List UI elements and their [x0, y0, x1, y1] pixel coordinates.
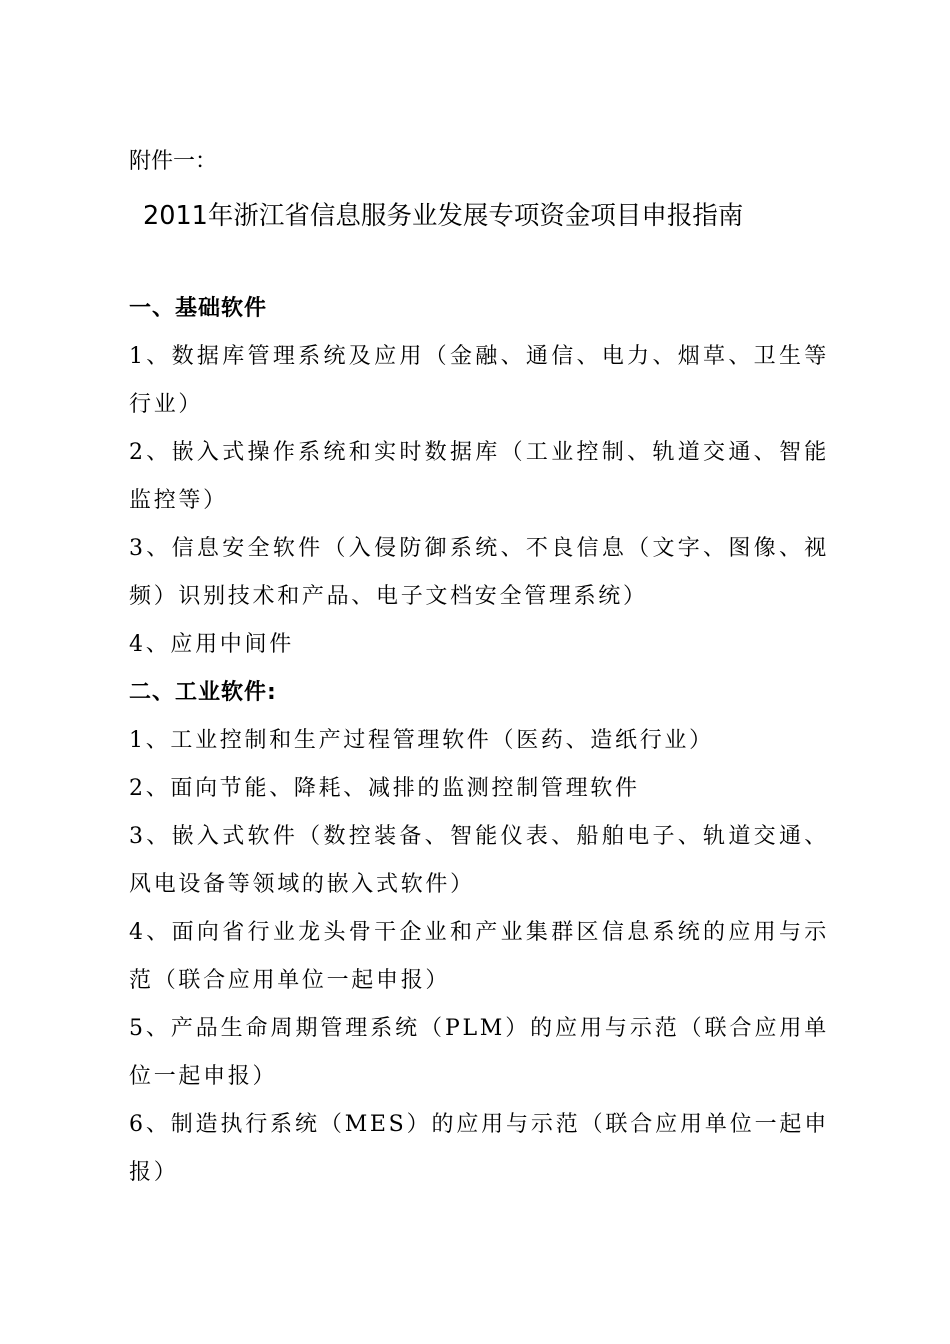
list-item: 1、工业控制和生产过程管理软件（医药、造纸行业）: [129, 728, 714, 753]
list-item: 4、面向省行业龙头骨干企业和产业集群区信息系统的应用与示范（联合应用单位一起申报）: [129, 920, 829, 993]
list-item: 3、信息安全软件（入侵防御系统、不良信息（文字、图像、视频）识别技术和产品、电子文档安全管理系统）: [129, 536, 829, 609]
section-heading-basic-software: 一、基础软件: [129, 296, 268, 321]
list-item: 4、应用中间件: [129, 632, 294, 657]
list-item: 6、制造执行系统（MES）的应用与示范（联合应用单位一起申报）: [129, 1112, 829, 1185]
section-heading-industrial-software: 二、工业软件:: [129, 680, 277, 705]
list-item: 5、产品生命周期管理系统（PLM）的应用与示范（联合应用单位一起申报）: [129, 1016, 829, 1089]
document-body: [129, 285, 829, 1197]
list-item: 2、面向节能、降耗、减排的监测控制管理软件: [129, 776, 640, 801]
list-item: 3、嵌入式软件（数控装备、智能仪表、船舶电子、轨道交通、风电设备等领域的嵌入式软件）: [129, 824, 829, 897]
attachment-label: 附件一：: [129, 149, 218, 174]
list-item: 2、嵌入式操作系统和实时数据库（工业控制、轨道交通、智能监控等）: [129, 440, 829, 513]
document-title: 2011年浙江省信息服务业发展专项资金项目申报指南: [143, 201, 744, 231]
list-item: 1、数据库管理系统及应用（金融、通信、电力、烟草、卫生等行业）: [129, 344, 829, 417]
